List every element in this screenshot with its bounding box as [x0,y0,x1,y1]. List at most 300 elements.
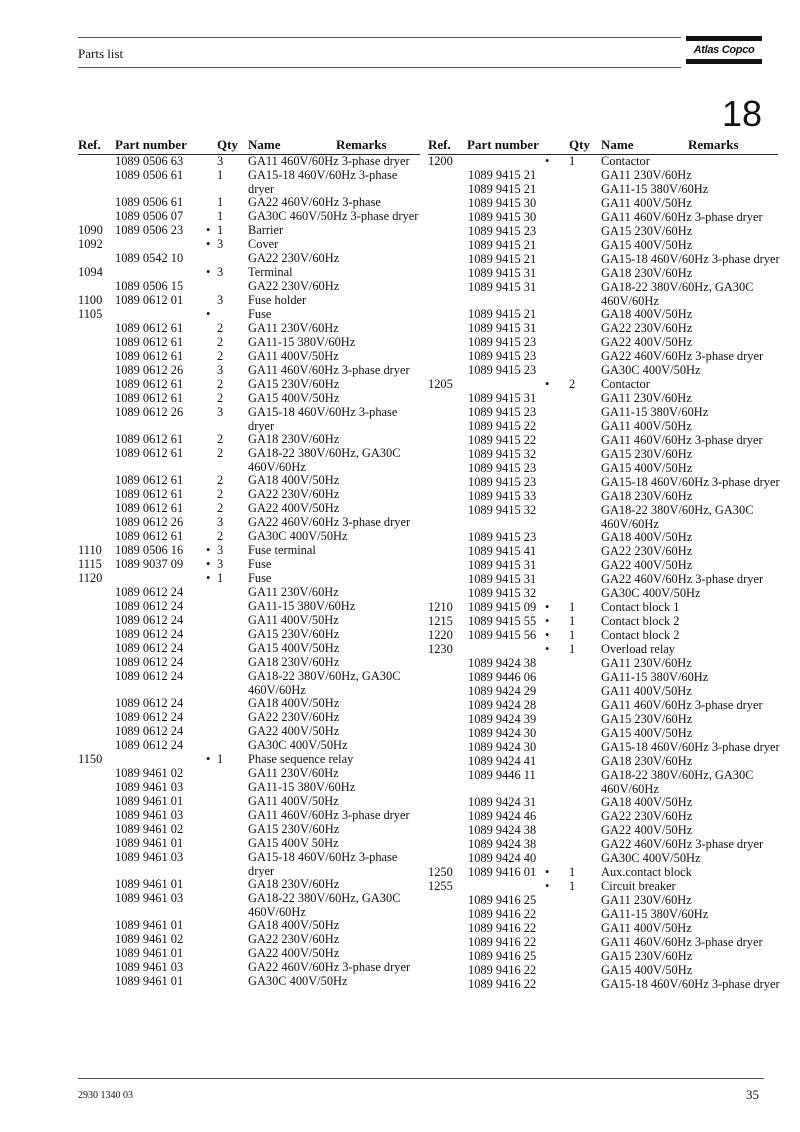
table-row [78,530,420,544]
name-cell: GA22 400V/50Hz [601,558,693,572]
ref-cell: 1210 [428,600,453,614]
name-cell: GA18 230V/60Hz [248,432,340,446]
name-cell: GA15-18 460V/60Hz 3-phase dryer [601,740,780,754]
table-row [428,350,778,364]
name-cell: GA15-18 460V/60Hz 3-phase dryer [248,405,398,433]
table-row [428,978,778,992]
qty-cell: 2 [217,349,224,363]
qty-cell: 2 [217,529,224,543]
part-number-cell: 1089 0612 24 [115,599,184,613]
header-part-number: Part number [467,137,539,152]
table-row [78,614,420,628]
part-number-cell: 1089 9415 23 [468,530,537,544]
part-number-cell: 1089 0612 61 [115,377,184,391]
table-row [78,919,420,933]
table-row [428,685,778,699]
rows-right [428,155,778,992]
qty-cell: 2 [217,487,224,501]
bullet-marker: • [206,265,211,279]
part-number-cell: 1089 0612 26 [115,515,184,529]
name-cell: GA15 230V/60Hz [248,377,340,391]
table-row [78,196,420,210]
part-number-cell: 1089 9415 23 [468,405,537,419]
name-cell: GA11 460V/60Hz 3-phase dryer [601,210,763,224]
table-row [78,392,420,406]
table-row [428,852,778,866]
table-row [78,322,420,336]
qty-cell: 2 [217,335,224,349]
part-number-cell: 1089 9424 38 [468,656,537,670]
table-row [428,378,778,392]
ref-cell: 1092 [78,237,103,251]
ref-cell: 1115 [78,557,102,571]
table-row [428,615,778,629]
part-number-cell: 1089 0506 23 [115,223,184,237]
ref-cell: 1205 [428,377,453,391]
qty-cell: 3 [217,265,224,279]
name-cell: GA30C 400V/50Hz [248,529,348,543]
table-row [428,643,778,657]
table-row [78,851,420,878]
part-number-cell: 1089 0612 24 [115,696,184,710]
name-cell: GA18-22 380V/60Hz, GA30C 460V/60Hz [601,280,754,308]
part-number-cell: 1089 0506 16 [115,543,184,557]
table-row [428,531,778,545]
ref-cell: 1230 [428,642,453,656]
table-row [428,936,778,950]
part-number-cell: 1089 9416 22 [468,921,537,935]
name-cell: GA22 230V/60Hz [248,279,340,293]
qty-cell: 2 [217,432,224,446]
table-row [428,713,778,727]
name-cell: Barrier [248,223,284,237]
qty-cell: 3 [217,154,224,168]
ref-cell: 1110 [78,543,102,557]
name-cell: GA15 400V/50Hz [601,461,693,475]
table-row [428,253,778,267]
table-row [428,838,778,852]
table-row [428,448,778,462]
name-cell: GA15-18 460V/60Hz 3-phase dryer [601,977,780,991]
name-cell: Fuse terminal [248,543,316,557]
table-row [78,767,420,781]
part-number-cell: 1089 0506 15 [115,279,184,293]
table-row [428,755,778,769]
table-row [78,961,420,975]
qty-cell: 1 [217,571,224,585]
ref-cell: 1200 [428,154,453,168]
part-number-cell: 1089 0506 63 [115,154,184,168]
part-number-cell: 1089 9415 23 [468,335,537,349]
bullet-marker: • [206,237,211,251]
name-cell: GA18-22 380V/60Hz, GA30C 460V/60Hz [601,503,754,531]
part-number-cell: 1089 9461 02 [115,766,184,780]
table-row [428,281,778,308]
part-number-cell: 1089 9461 01 [115,946,184,960]
name-cell: Contact block 2 [601,628,680,642]
name-cell: GA11 460V/60Hz 3-phase dryer [601,698,763,712]
ref-cell: 1120 [78,571,103,585]
part-number-cell: 1089 9416 22 [468,963,537,977]
part-number-cell: 1089 0612 24 [115,724,184,738]
name-cell: GA11-15 380V/60Hz [601,182,709,196]
part-number-cell: 1089 9424 40 [468,851,537,865]
part-number-cell: 1089 9424 29 [468,684,537,698]
name-cell: GA11 460V/60Hz 3-phase dryer [601,433,763,447]
name-cell: GA22 230V/60Hz [601,809,693,823]
ref-cell: 1250 [428,865,453,879]
name-cell: GA18 400V/50Hz [601,795,693,809]
table-row [428,559,778,573]
name-cell: GA11 400V/50Hz [601,921,692,935]
table-row [428,406,778,420]
name-cell: Fuse [248,307,272,321]
part-number-cell: 1089 0612 24 [115,641,184,655]
part-number-cell: 1089 0612 24 [115,710,184,724]
table-row [428,671,778,685]
name-cell: GA22 400V/50Hz [601,823,693,837]
part-number-cell: 1089 9461 03 [115,808,184,822]
part-number-cell: 1089 0612 61 [115,446,184,460]
qty-cell: 2 [217,446,224,460]
ref-cell: 1100 [78,293,103,307]
part-number-cell: 1089 9415 21 [468,182,537,196]
qty-cell: 2 [217,377,224,391]
name-cell: Aux.contact block [601,865,692,879]
part-number-cell: 1089 9415 21 [468,252,537,266]
name-cell: GA22 400V/50Hz [248,946,340,960]
table-row [78,892,420,919]
qty-cell: 2 [217,501,224,515]
bullet-marker: • [545,377,550,391]
table-row [78,294,420,308]
ref-cell: 1220 [428,628,453,642]
table-row [428,657,778,671]
table-row [428,225,778,239]
part-number-cell: 1089 9461 02 [115,932,184,946]
part-number-cell: 1089 9424 38 [468,823,537,837]
name-cell: GA22 460V/60Hz 3-phase dryer [248,515,411,529]
part-number-cell: 1089 9461 03 [115,850,184,864]
table-row [428,796,778,810]
name-cell: GA30C 400V/50Hz [601,851,701,865]
table-row [428,880,778,894]
table-row [78,350,420,364]
name-cell: Cover [248,237,279,251]
name-cell: GA15-18 460V/60Hz 3-phase dryer [601,252,780,266]
header-qty: Qty [569,137,590,152]
table-row [428,322,778,336]
part-number-cell: 1089 9461 03 [115,891,184,905]
table-row [78,795,420,809]
table-row [78,280,420,294]
qty-cell: 1 [217,209,224,223]
table-row [78,447,420,474]
table-row [428,211,778,225]
qty-cell: 1 [569,628,576,642]
qty-cell: 2 [217,473,224,487]
table-row [78,224,420,238]
part-number-cell: 1089 9461 03 [115,960,184,974]
name-cell: GA22 230V/60Hz [248,251,340,265]
bullet-marker: • [206,223,211,237]
name-cell: Fuse [248,557,272,571]
name-cell: GA11-15 380V/60Hz [601,405,709,419]
table-row [428,741,778,755]
part-number-cell: 1089 9415 30 [468,210,537,224]
header-part-number: Part number [115,137,187,152]
table-row [428,629,778,643]
table-row [428,392,778,406]
part-number-cell: 1089 9415 23 [468,363,537,377]
qty-cell: 3 [217,237,224,251]
table-row [78,502,420,516]
table-row [78,252,420,266]
table-row [78,753,420,767]
name-cell: GA11 230V/60Hz [601,893,692,907]
name-cell: GA11 400V/50Hz [248,794,339,808]
table-row [428,308,778,322]
name-cell: GA30C 400V/50Hz [601,363,701,377]
qty-cell: 2 [217,391,224,405]
name-cell: GA15 400V/50Hz [601,726,693,740]
name-cell: GA22 230V/60Hz [601,544,693,558]
document-number: 2930 1340 03 [78,1090,133,1101]
part-number-cell: 1089 9415 55 [468,614,537,628]
qty-cell: 3 [217,363,224,377]
table-row [78,837,420,851]
header-rule-top [78,37,681,38]
name-cell: Contactor [601,377,650,391]
table-row [428,169,778,183]
table-row [428,462,778,476]
part-number-cell: 1089 9424 30 [468,726,537,740]
table-row [428,155,778,169]
name-cell: GA15 230V/60Hz [601,949,693,963]
bullet-marker: • [206,752,211,766]
name-cell: GA22 230V/60Hz [248,487,340,501]
part-number-cell: 1089 0612 01 [115,293,184,307]
table-row [428,336,778,350]
name-cell: GA11 230V/60Hz [248,766,339,780]
name-cell: Overload relay [601,642,675,656]
table-row [78,433,420,447]
table-row [78,210,420,224]
part-number-cell: 1089 0612 61 [115,335,184,349]
part-number-cell: 1089 9415 31 [468,572,537,586]
table-row [78,670,420,697]
header-remarks: Remarks [688,137,739,152]
table-row [78,739,420,753]
table-row [78,600,420,614]
part-number-cell: 1089 0612 24 [115,585,184,599]
part-number-cell: 1089 9415 32 [468,503,537,517]
name-cell: GA18-22 380V/60Hz, GA30C 460V/60Hz [601,768,754,796]
table-row [78,933,420,947]
part-number-cell: 1089 9446 11 [468,768,536,782]
name-cell: GA11-15 380V/60Hz [248,599,356,613]
name-cell: GA11 460V/60Hz 3-phase dryer [248,154,410,168]
name-cell: GA11 400V/50Hz [248,613,339,627]
table-row [428,950,778,964]
table-row [428,545,778,559]
bullet-marker: • [206,307,211,321]
name-cell: GA15 230V/60Hz [601,712,693,726]
name-cell: GA18 230V/60Hz [601,754,693,768]
part-number-cell: 1089 9415 22 [468,419,537,433]
table-row [78,878,420,892]
table-row [428,922,778,936]
header-ref: Ref. [428,137,451,152]
part-number-cell: 1089 9415 21 [468,168,537,182]
part-number-cell: 1089 9461 03 [115,780,184,794]
qty-cell: 1 [569,642,576,656]
qty-cell: 3 [217,405,224,419]
name-cell: GA22 230V/60Hz [248,932,340,946]
name-cell: GA15-18 460V/60Hz 3-phase dryer [601,475,780,489]
table-row [78,586,420,600]
part-number-cell: 1089 9415 30 [468,196,537,210]
logo-text: Atlas Copco [693,44,755,56]
part-number-cell: 1089 0612 61 [115,487,184,501]
part-number-cell: 1089 9415 32 [468,586,537,600]
name-cell: GA22 400V/50Hz [248,724,340,738]
table-row [78,823,420,837]
table-row [78,488,420,502]
table-row [78,947,420,961]
part-number-cell: 1089 9415 41 [468,544,537,558]
table-row [428,810,778,824]
table-row [428,490,778,504]
qty-cell: 1 [217,195,224,209]
table-row [428,894,778,908]
part-number-cell: 1089 9415 23 [468,224,537,238]
name-cell: GA15 230V/60Hz [601,447,693,461]
table-row [78,975,420,989]
name-cell: GA11-15 380V/60Hz [601,670,709,684]
table-row [78,474,420,488]
name-cell: GA18 400V/50Hz [248,918,340,932]
header-name: Name [248,137,281,152]
part-number-cell: 1089 0506 61 [115,168,184,182]
qty-cell: 2 [569,377,576,391]
part-number-cell: 1089 0612 24 [115,655,184,669]
table-row [78,656,420,670]
table-row [428,476,778,490]
name-cell: GA11 460V/60Hz 3-phase dryer [601,935,763,949]
table-row [78,642,420,656]
part-number-cell: 1089 9037 09 [115,557,184,571]
part-number-cell: 1089 9415 21 [468,307,537,321]
name-cell: GA18 230V/60Hz [601,266,693,280]
part-number-cell: 1089 9415 23 [468,349,537,363]
part-number-cell: 1089 9416 01 [468,865,537,879]
logo-bar-bottom [686,59,762,64]
table-row [428,239,778,253]
bullet-marker: • [206,557,211,571]
name-cell: GA22 460V/60Hz 3-phase dryer [601,572,764,586]
bullet-marker: • [206,571,211,585]
part-number-cell: 1089 0612 61 [115,501,184,515]
bullet-marker: • [206,543,211,557]
page-number: 35 [746,1087,759,1102]
part-number-cell: 1089 9461 01 [115,918,184,932]
part-number-cell: 1089 0612 61 [115,432,184,446]
qty-cell: 1 [569,865,576,879]
table-row [428,420,778,434]
table-row [78,725,420,739]
table-row [428,866,778,880]
table-row [78,697,420,711]
qty-cell: 1 [569,614,576,628]
name-cell: GA18 400V/50Hz [248,473,340,487]
part-number-cell: 1089 0612 24 [115,669,184,683]
qty-cell: 1 [217,168,224,182]
part-number-cell: 1089 9415 33 [468,489,537,503]
part-number-cell: 1089 9415 31 [468,558,537,572]
name-cell: GA11 230V/60Hz [601,391,692,405]
part-number-cell: 1089 9416 22 [468,977,537,991]
table-row [78,516,420,530]
name-cell: GA18 230V/60Hz [248,655,340,669]
table-row [428,434,778,448]
bullet-marker: • [545,642,550,656]
table-row [78,336,420,350]
name-cell: GA15 400V/50Hz [601,963,693,977]
part-number-cell: 1089 9424 31 [468,795,537,809]
name-cell: GA11 400V/50Hz [601,419,692,433]
part-number-cell: 1089 0612 24 [115,738,184,752]
table-row [428,727,778,741]
table-row [78,572,420,586]
table-row [428,587,778,601]
name-cell: GA15 400V/50Hz [248,641,340,655]
table-row [78,266,420,280]
name-cell: GA22 230V/60Hz [601,321,693,335]
table-row [428,364,778,378]
name-cell: GA30C 460V/50Hz 3-phase dryer [248,209,419,223]
part-number-cell: 1089 9415 56 [468,628,537,642]
table-row [428,699,778,713]
bullet-marker: • [545,154,550,168]
part-number-cell: 1089 9415 23 [468,475,537,489]
part-number-cell: 1089 9416 22 [468,935,537,949]
part-number-cell: 1089 0612 61 [115,473,184,487]
name-cell: GA18 400V/50Hz [601,307,693,321]
ref-cell: 1090 [78,223,103,237]
name-cell: GA18-22 380V/60Hz, GA30C 460V/60Hz [248,669,401,697]
name-cell: GA22 400V/50Hz [601,335,693,349]
part-number-cell: 1089 9424 46 [468,809,537,823]
parts-table-right [428,137,778,992]
name-cell: GA18 230V/60Hz [601,489,693,503]
table-row [78,781,420,795]
part-number-cell: 1089 0542 10 [115,251,184,265]
table-row [428,197,778,211]
name-cell: GA22 230V/60Hz [248,710,340,724]
part-number-cell: 1089 9415 21 [468,238,537,252]
name-cell: GA11 400V/50Hz [601,196,692,210]
qty-cell: 3 [217,293,224,307]
name-cell: GA11 460V/60Hz 3-phase dryer [248,808,410,822]
part-number-cell: 1089 9461 01 [115,877,184,891]
header-remarks: Remarks [336,137,387,152]
name-cell: Circuit breaker [601,879,676,893]
part-number-cell: 1089 0506 61 [115,195,184,209]
name-cell: Contact block 2 [601,614,680,628]
name-cell: GA15 230V/60Hz [248,627,340,641]
ref-cell: 1215 [428,614,453,628]
